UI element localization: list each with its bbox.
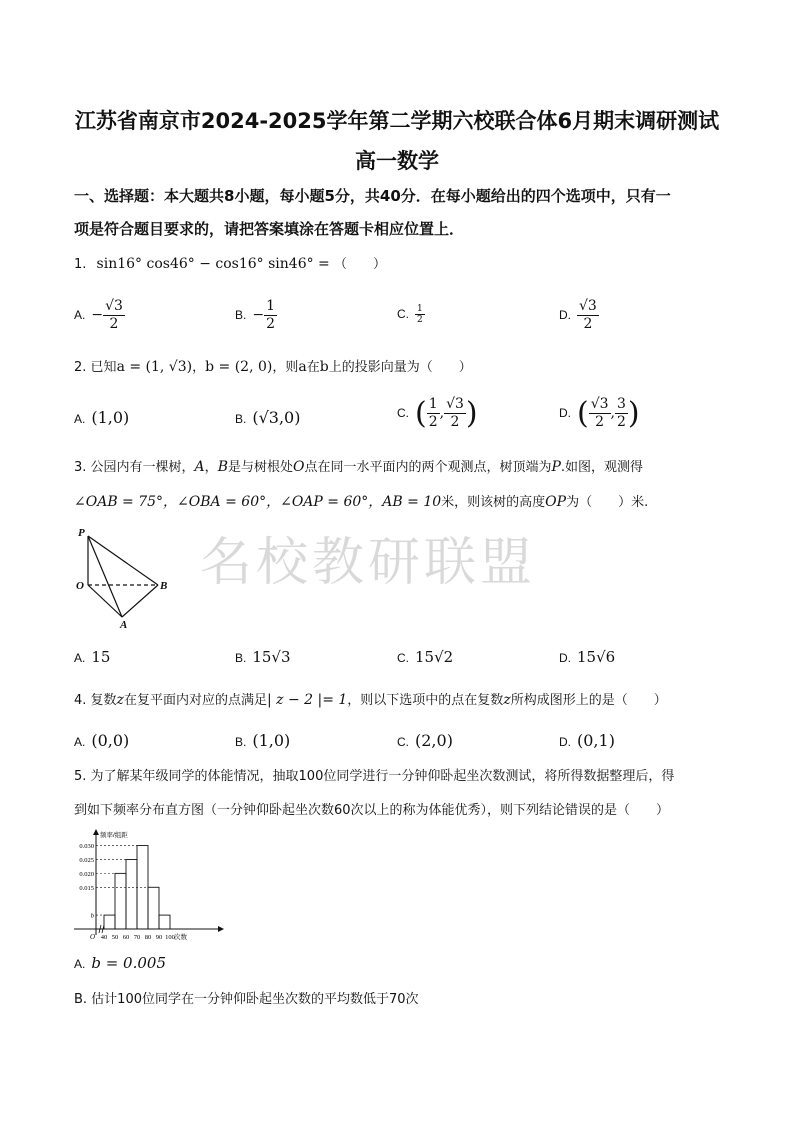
q3-text: .如图，观测得	[560, 460, 644, 475]
option-label: B.	[235, 308, 247, 322]
q3-point-a: A	[194, 459, 205, 475]
denominator: 2	[450, 414, 460, 430]
q3-text: 点在同一水平面内的两个观测点，树顶端为	[304, 460, 552, 475]
section-header	[74, 180, 724, 246]
q4-text: 4. 复数	[74, 693, 117, 708]
option-value: (0,0)	[91, 731, 130, 750]
option-value: 15	[91, 648, 111, 666]
option-value: (1,0)	[252, 731, 291, 750]
q4-z: z	[116, 692, 124, 708]
q1-option-a[interactable]	[74, 298, 125, 333]
option-value: (2,0)	[415, 731, 453, 750]
denominator: 2	[428, 414, 438, 430]
x-tick-label: 90	[155, 934, 163, 941]
section-header-line1: 一、选择题：本大题共8小题，每小题5分，共40分．在每小题给出的四个选项中，只有一	[74, 187, 671, 205]
option-value: 15√3	[252, 648, 291, 666]
option-value: b = 0.005	[91, 954, 166, 972]
fraction	[615, 396, 628, 431]
q3-line1	[74, 450, 724, 485]
q5-option-b[interactable]: B. 估计100位同学在一分钟仰卧起坐次数的平均数低于70次	[74, 992, 419, 1007]
q1-option-d[interactable]	[559, 298, 599, 333]
q2-text: 已知	[90, 360, 117, 375]
sign: −	[91, 307, 104, 323]
q3-text: 是与树根处	[227, 460, 293, 475]
numerator: √3	[590, 396, 609, 412]
denominator: 2	[583, 316, 593, 332]
q2-b: b	[319, 359, 329, 375]
q3-option-a[interactable]	[74, 648, 110, 666]
q3-text: 米，则该树的高度	[441, 495, 546, 510]
numerator: √3	[446, 396, 464, 412]
q2-a: a	[298, 359, 307, 375]
q2-option-b[interactable]	[235, 408, 300, 427]
option-label: D.	[559, 406, 571, 420]
numerator: 1	[428, 396, 438, 412]
option-label: C.	[397, 735, 409, 749]
option-label: B.	[235, 412, 247, 426]
fraction	[444, 396, 466, 431]
q5-line2: 到如下频率分布直方图（一分钟仰卧起坐次数60次以上的称为体能优秀），则下列结论错误的是（ ）	[74, 803, 670, 818]
q2-text: ，	[192, 360, 206, 375]
q3-op: OP	[545, 494, 567, 510]
q4-option-c[interactable]	[397, 731, 453, 750]
y-tick-label: 0.020	[79, 870, 94, 878]
question-4	[74, 683, 724, 718]
q3-text: 3. 公园内有一棵树，	[74, 460, 195, 475]
option-value: (√3,0)	[252, 408, 301, 427]
q1-expression: sin16° cos46° − cos16° sin46° =	[96, 256, 330, 272]
q3-point-b: B	[217, 459, 228, 475]
q3-figure	[70, 522, 180, 630]
option-label: A.	[74, 651, 86, 665]
q1-option-b[interactable]	[235, 298, 277, 333]
histogram-bar	[159, 915, 170, 929]
y-tick-label: 0.025	[79, 856, 94, 864]
y-axis-label: 频率/组距	[100, 832, 128, 839]
option-label: D.	[559, 308, 571, 322]
segment-oa	[88, 585, 122, 617]
q3-point-p: P	[551, 459, 561, 475]
q2-option-c[interactable]: C. ( $\frac{1}{2}$ , $\frac{√3}{2}$ )	[397, 396, 478, 431]
q1-option-c[interactable]	[397, 304, 425, 325]
q1-blank: （ ）	[333, 257, 386, 272]
q2-text: ，则	[272, 360, 299, 375]
q3-option-c[interactable]	[397, 648, 453, 666]
question-5	[74, 760, 734, 828]
fraction	[103, 298, 125, 333]
x-tick-label: 70	[133, 934, 141, 941]
option-value: 15√2	[415, 648, 454, 666]
x-tick-label: 60	[122, 934, 130, 941]
q2-text: 上的投影向量为（ ）	[328, 360, 472, 375]
y-tick-label: 0.030	[79, 843, 94, 851]
option-label: C.	[397, 406, 409, 420]
x-tick-label: 50	[111, 934, 119, 941]
option-label: A.	[74, 735, 86, 749]
y-tick-label: b	[90, 912, 94, 920]
q4-z: z	[503, 692, 511, 708]
option-label: B.	[235, 735, 247, 749]
numerator: 3	[617, 396, 626, 412]
question-1	[74, 247, 724, 282]
denominator: 2	[617, 414, 626, 430]
numerator: 1	[266, 298, 275, 314]
fraction	[577, 298, 599, 333]
y-axis-arrow	[93, 829, 99, 835]
option-value: (1,0)	[91, 408, 130, 427]
fraction	[427, 396, 440, 431]
x-tick-label: 100	[165, 934, 175, 941]
option-label: D.	[559, 735, 571, 749]
option-value: (0,1)	[577, 731, 615, 750]
q5-histogram	[70, 828, 230, 946]
q3-angles: ∠OAB = 75°，∠OBA = 60°，∠OAP = 60°，	[74, 494, 383, 510]
q4-text: ，则以下选项中的点在复数	[347, 693, 504, 708]
origin-label: O	[90, 933, 96, 941]
watermark: 名校教研联盟	[200, 533, 537, 593]
q2-option-d[interactable]: D. ( $\frac{√3}{2}$ , $\frac{3}{2}$ )	[559, 396, 640, 431]
numerator: √3	[579, 298, 597, 314]
segment-ab	[122, 585, 158, 617]
x-tick-label: 80	[144, 934, 152, 941]
q4-option-b[interactable]	[235, 731, 290, 750]
q4-option-a[interactable]	[74, 731, 129, 750]
page-title: 江苏省南京市2024-2025学年第二学期六校联合体6月期末调研测试	[74, 109, 720, 133]
option-label: A.	[74, 957, 86, 971]
label-a: A	[120, 619, 128, 630]
q5-line1: 5. 为了解某年级同学的体能情况，抽取100位同学进行一分钟仰卧起坐次数测试，将所得数据整理后，得	[74, 769, 675, 784]
sign: −	[252, 307, 265, 323]
numerator: 1	[417, 304, 423, 314]
q2-text: 在	[306, 360, 320, 375]
q3-text: 为（ ）米.	[566, 495, 649, 510]
fraction	[589, 396, 611, 431]
q1-number: 1.	[74, 257, 87, 272]
fraction	[264, 298, 277, 333]
q3-point-o: O	[293, 459, 305, 475]
histogram-bar	[126, 859, 137, 929]
fraction	[415, 304, 425, 325]
label-o: O	[76, 580, 84, 592]
q3-option-d[interactable]	[559, 648, 615, 666]
y-tick-label: 0.015	[79, 884, 94, 892]
denominator: 2	[417, 315, 423, 325]
denominator: 2	[266, 316, 275, 332]
q5-option-a[interactable]	[74, 954, 166, 972]
q2-vector-b: b = (2, 0)	[205, 359, 273, 375]
q4-condition: | z − 2 |= 1	[266, 692, 348, 708]
label-b: B	[160, 580, 168, 592]
numerator: √3	[105, 298, 123, 314]
page-subtitle: 高一数学	[355, 149, 439, 173]
section-header-line2: 项是符合题目要求的，请把答案填涂在答题卡相应位置上．	[74, 220, 465, 238]
option-value: 15√6	[577, 648, 616, 666]
denominator: 2	[595, 414, 605, 430]
option-label: D.	[559, 651, 571, 665]
option-label: A.	[74, 412, 86, 426]
q4-text: 所构成图形上的是（ ）	[510, 693, 667, 708]
histogram-bar	[137, 846, 148, 929]
option-label: C.	[397, 307, 409, 321]
q4-text: 在复平面内对应的点满足	[123, 693, 267, 708]
histogram-bar	[148, 887, 159, 929]
q3-line2	[74, 485, 724, 520]
histogram-bar	[115, 873, 126, 929]
x-tick-label: 40	[100, 934, 108, 941]
option-label: A.	[74, 308, 86, 322]
q3-option-b[interactable]	[235, 648, 291, 666]
q3-text: ，	[204, 460, 218, 475]
label-p: P	[78, 527, 85, 539]
x-axis-arrow	[218, 926, 224, 932]
q2-vector-a: a = (1, √3)	[116, 359, 193, 375]
question-3	[74, 450, 724, 520]
q2-number: 2.	[74, 360, 87, 375]
q3-length: AB = 10	[382, 494, 442, 510]
q4-option-d[interactable]	[559, 731, 615, 750]
denominator: 2	[109, 316, 119, 332]
option-label: B.	[235, 651, 247, 665]
question-2	[74, 350, 724, 385]
x-axis-label: 次数	[174, 934, 187, 941]
q2-option-a[interactable]	[74, 408, 129, 427]
histogram-bar	[104, 915, 115, 929]
option-label: C.	[397, 651, 409, 665]
